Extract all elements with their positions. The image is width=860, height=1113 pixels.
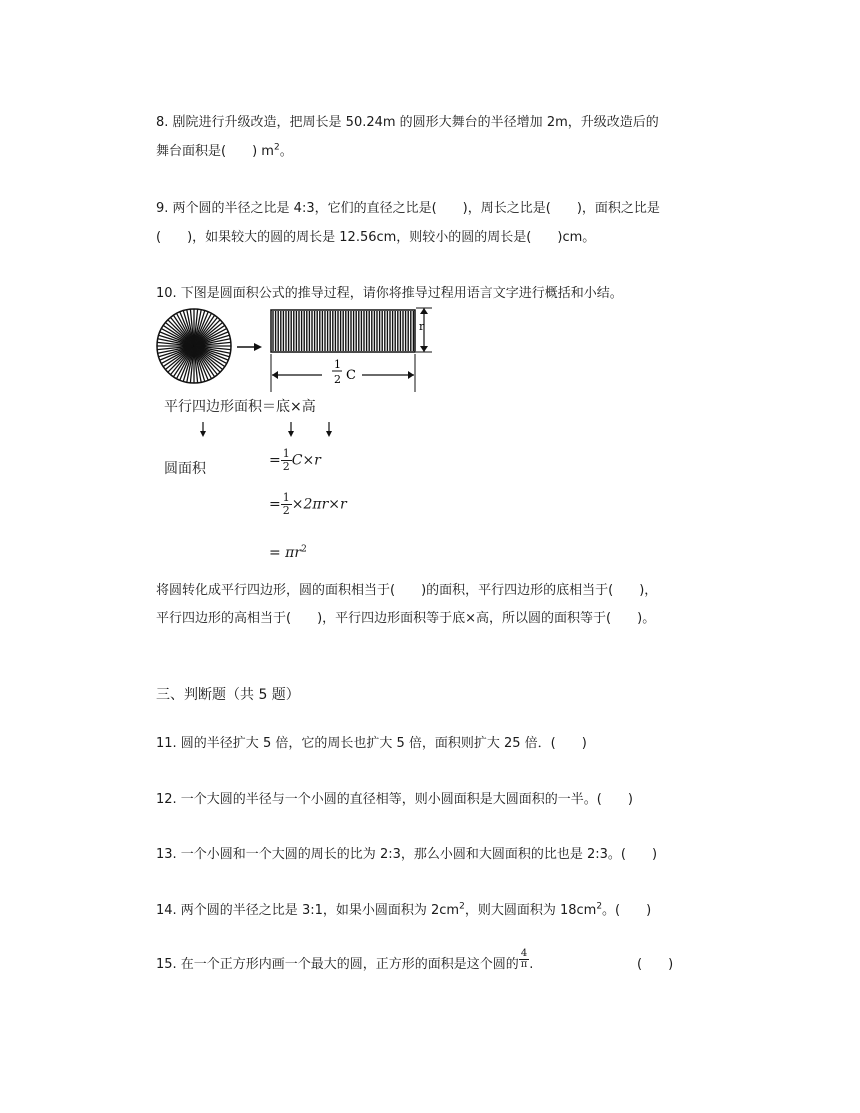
q9-text-a: 9. 两个圆的半径之比是 4:3，它们的直径之比是( bbox=[156, 201, 437, 216]
down-arrow-icon bbox=[288, 431, 294, 437]
c-label: C bbox=[346, 368, 356, 383]
q10-text-e: )，平行四边形面积等于底×高，所以圆的面积等于( bbox=[317, 611, 612, 626]
q8-line2 bbox=[156, 143, 293, 161]
q10-text-a: 将圆转化成平行四边形，圆的面积相当于( bbox=[156, 583, 396, 598]
q12 bbox=[156, 791, 633, 809]
circle-derivation-figure bbox=[154, 306, 444, 406]
q8-text-b: ) m bbox=[252, 144, 274, 159]
circle-area-label: 圆面积 bbox=[164, 461, 206, 477]
q9-text-b: )，周长之比是( bbox=[462, 201, 551, 216]
q9-text-e: )，如果较大的圆的周长是 12.56cm，则较小的圆的周长是( bbox=[187, 230, 532, 245]
section-title: 三、判断题（共 5 题） bbox=[156, 687, 300, 703]
q14 bbox=[156, 902, 651, 920]
step1: = $\frac{1}{2}$ C×r bbox=[269, 447, 321, 473]
q11-text: 11. 圆的半径扩大 5 倍，它的周长也扩大 5 倍，面积则扩大 25 倍．( bbox=[156, 736, 556, 751]
q15-text: 15. 在一个正方形内画一个最大的圆，正方形的面积是这个圆的 bbox=[156, 957, 519, 972]
q15-answer bbox=[637, 956, 673, 974]
step1-frac: $\frac{1}{2}$ bbox=[282, 447, 290, 473]
q14-text-b: ，则大圆面积为 18cm bbox=[464, 903, 597, 918]
q15 bbox=[156, 948, 534, 974]
height-label: r bbox=[419, 320, 425, 333]
q14-end: ) bbox=[646, 903, 652, 918]
down-arrows bbox=[190, 420, 340, 440]
base-arrow-left-icon bbox=[272, 371, 278, 379]
q10-line1 bbox=[156, 582, 657, 600]
q15-dot: . bbox=[529, 957, 534, 972]
q9-text-f: )cm。 bbox=[557, 230, 596, 245]
half-numerator: 1 bbox=[334, 358, 341, 371]
step2: = $\frac{1}{2}$ ×2πr×r bbox=[269, 491, 347, 517]
q10-text-c: )， bbox=[639, 583, 658, 598]
q14-sup-1: 2 bbox=[459, 901, 465, 912]
q11-end: ) bbox=[581, 736, 587, 751]
arrow-right-icon bbox=[254, 343, 262, 351]
q9-text-c: )，面积之比是 bbox=[576, 201, 660, 216]
step3: = $\pi r^2$ bbox=[269, 544, 307, 561]
down-arrow-icon bbox=[200, 431, 206, 437]
q9-line1 bbox=[156, 200, 660, 218]
step2-frac: $\frac{1}{2}$ bbox=[282, 491, 290, 517]
q14-sup-2: 2 bbox=[596, 901, 603, 912]
q8-text-c: 。 bbox=[279, 144, 293, 159]
parallelogram-formula: 平行四边形面积＝底×高 bbox=[164, 399, 316, 415]
q13-end: ) bbox=[652, 847, 658, 862]
half-denominator: 2 bbox=[334, 373, 341, 386]
q10-line2 bbox=[156, 610, 655, 628]
q10-text-d: 平行四边形的高相当于( bbox=[156, 611, 292, 626]
q11 bbox=[156, 735, 587, 753]
down-arrow-icon bbox=[326, 431, 332, 437]
q13-text: 13. 一个小圆和一个大圆的周长的比为 2:3，那么小圆和大圆面积的比也是 2:3。( bbox=[156, 847, 626, 862]
parallelogram-stripes bbox=[273, 311, 413, 351]
q15-fraction: $\frac{4}{\pi}$ bbox=[520, 948, 528, 970]
q14-text-c: 。( bbox=[602, 903, 621, 918]
q8-line1: 8. 剧院进行升级改造，把周长是 50.24m 的圆形大舞台的半径增加 2m，升级改造后的 bbox=[156, 115, 659, 130]
q8-sup: 2 bbox=[273, 142, 280, 153]
q10-text-b: )的面积，平行四边形的底相当于( bbox=[421, 583, 614, 598]
q15-open: ( bbox=[637, 957, 643, 972]
q9-line2 bbox=[156, 229, 595, 247]
q10-text-f: )。 bbox=[637, 611, 656, 626]
q15-end: ) bbox=[668, 957, 674, 972]
q9-text-d: ( bbox=[156, 230, 162, 245]
q12-end: ) bbox=[627, 792, 633, 807]
q13 bbox=[156, 846, 657, 864]
height-arrow-up-icon bbox=[420, 308, 428, 314]
q10-prompt: 10. 下图是圆面积公式的推导过程，请你将推导过程用语言文字进行概括和小结。 bbox=[156, 286, 623, 301]
q12-text: 12. 一个大圆的半径与一个小圆的直径相等，则小圆面积是大圆面积的一半。( bbox=[156, 792, 602, 807]
base-arrow-right-icon bbox=[408, 371, 414, 379]
q8-text-a: 舞台面积是( bbox=[156, 144, 227, 159]
height-arrow-down-icon bbox=[420, 346, 428, 352]
q14-text-a: 14. 两个圆的半径之比是 3:1，如果小圆面积为 2cm bbox=[156, 903, 460, 918]
